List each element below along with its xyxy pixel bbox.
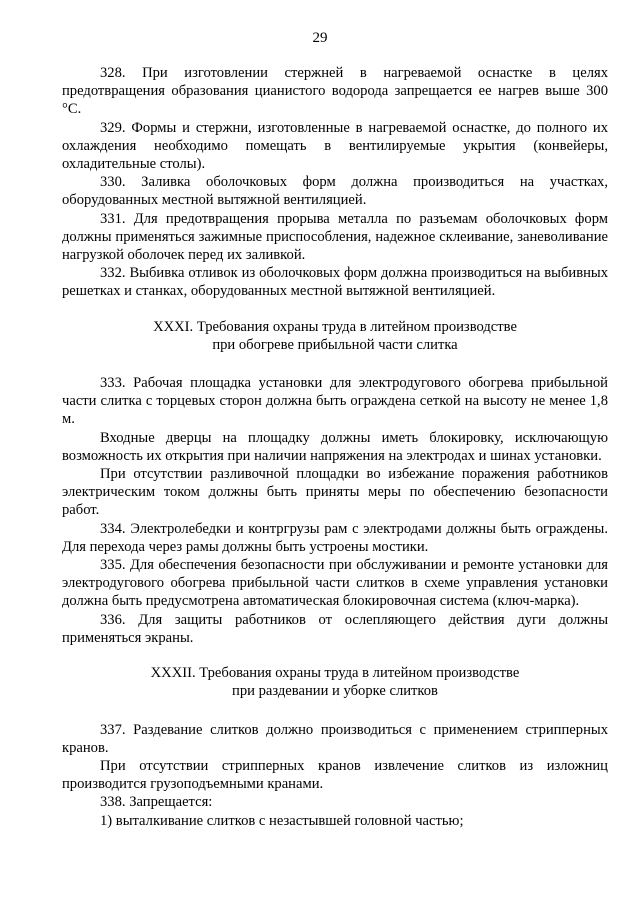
section-heading-xxxi-line2: при обогреве прибыльной части слитка xyxy=(212,336,458,353)
paragraph-329: 329. Формы и стержни, изготовленные в нагреваемой оснастке, до полного их охлаждения необходимо помещать в вентилируемые укрытия (конвейеры, охладительные столы). xyxy=(62,119,608,173)
paragraph-328: 328. При изготовлении стержней в нагреваемой оснастке в целях предотвращения образования цианистого водорода запрещается ее нагрев выше 300 °С. xyxy=(62,65,608,118)
paragraph-331: 331. Для предотвращения прорыва металла по разъемам оболочковых форм должны применяться зажимные приспособления, надежное склеивание, заневоливание нагрузкой оболочек перед их заливкой. xyxy=(62,210,608,264)
document-body xyxy=(62,64,608,830)
paragraph-330: 330. Заливка оболочковых форм должна производиться на участках, оборудованных местной вытяжной вентиляцией. xyxy=(62,174,608,209)
paragraph-336: 336. Для защиты работников от ослепляющего действия дуги должны применяться экраны. xyxy=(62,611,608,646)
section-heading-xxxii-line1: XXXII. Требования охраны труда в литейном производстве xyxy=(150,665,520,682)
paragraph-334: 334. Электролебедки и контргрузы рам с электродами должны быть ограждены. Для перехода через рамы должны быть устроены мостики. xyxy=(62,520,608,555)
paragraph-338-item-1: 1) выталкивание слитков с незастывшей головной частью; xyxy=(100,812,464,829)
page-number: 29 xyxy=(312,30,328,46)
paragraph-338: 338. Запрещается: xyxy=(100,794,213,811)
paragraph-332: 332. Выбивка отливок из оболочковых форм должна производиться на выбивных решетках и станках, оборудованных местной вытяжной вентиляцией. xyxy=(62,265,608,300)
paragraph-337-no-cranes: При отсутствии стрипперных кранов извлечение слитков из изложниц производится грузоподъемными кранами. xyxy=(62,757,608,793)
paragraph-335: 335. Для обеспечения безопасности при обслуживании и ремонте установки для электродугового обогрева прибыльной части слитков в схеме управления установки должна быть предусмотрена автоматическая блокировочная система (ключ-марка). xyxy=(62,557,608,610)
paragraph-333-no-platform: При отсутствии разливочной площадки во избежание поражения работников электрическим током должны быть приняты меры по обеспечению безопасности работ. xyxy=(62,466,608,519)
section-heading-xxxi-line1: XXXI. Требования охраны труда в литейном производстве xyxy=(153,318,517,335)
paragraph-333: 333. Рабочая площадка установки для электродугового обогрева прибыльной части слитка с торцевых сторон должна быть ограждена сеткой на высоту не менее 1,8 м. xyxy=(62,375,608,428)
paragraph-337: 337. Раздевание слитков должно производиться с применением стрипперных кранов. xyxy=(62,721,608,756)
paragraph-333-doors: Входные дверцы на площадку должны иметь блокировку, исключающую возможность их открытия при наличии напряжения на электродах и шинах установки. xyxy=(62,429,608,464)
section-heading-xxxii-line2: при раздевании и уборке слитков xyxy=(232,683,438,700)
